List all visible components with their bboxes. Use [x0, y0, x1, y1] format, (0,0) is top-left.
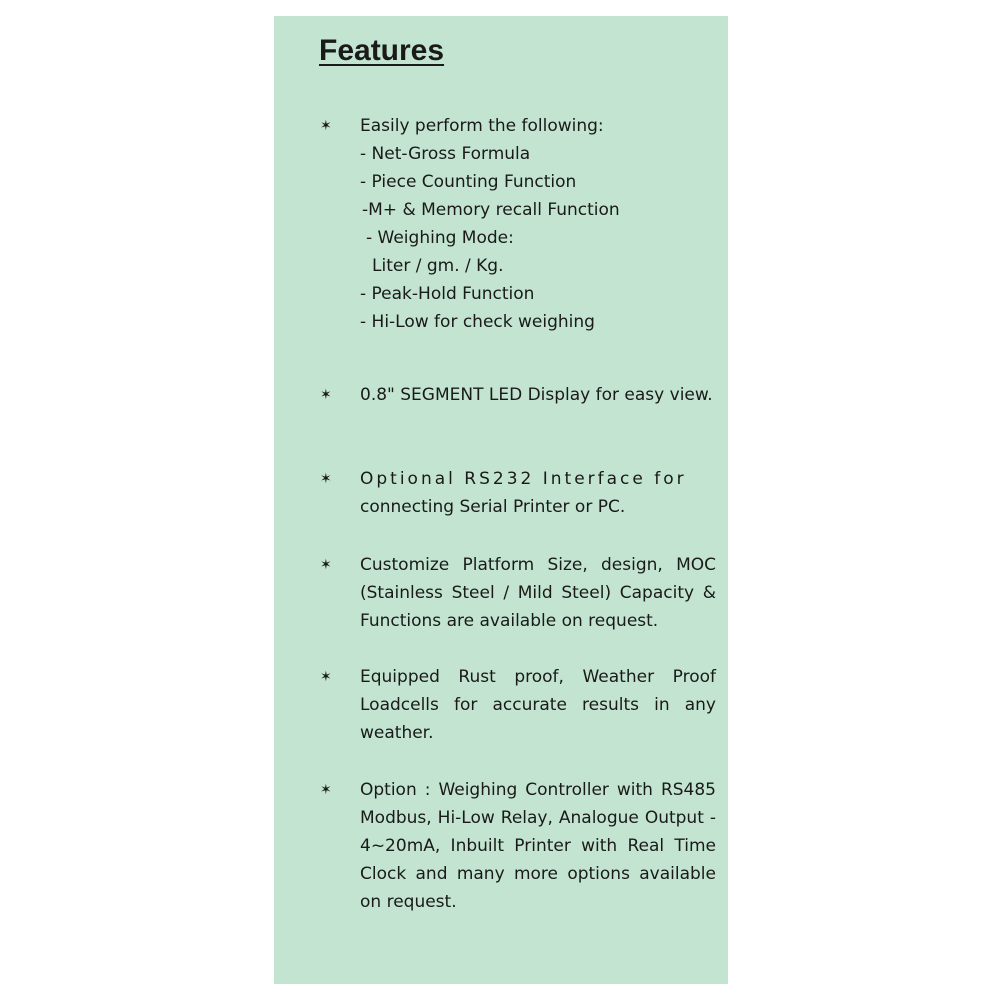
- feature-lead: Easily perform the following:: [360, 116, 604, 136]
- feature-body: [360, 112, 716, 336]
- asterisk-icon: ✶: [320, 557, 332, 573]
- feature-subitem: - Peak-Hold Function: [360, 284, 535, 304]
- feature-item-loadcells: [320, 663, 716, 747]
- feature-subitem: - Net-Gross Formula: [360, 144, 531, 164]
- feature-text-line: Optional RS232 Interface for: [360, 469, 687, 489]
- feature-text: Customize Platform Size, design, MOC (Stainless Steel / Mild Steel) Capacity & Functions are available on request.: [360, 555, 716, 631]
- feature-item-display: [320, 381, 716, 409]
- asterisk-icon: ✶: [320, 387, 332, 403]
- feature-item-options: [320, 776, 716, 916]
- feature-item-customize: [320, 551, 716, 635]
- feature-subitem: Liter / gm. / Kg.: [372, 256, 504, 276]
- feature-text: Equipped Rust proof, Weather Proof Loadcells for accurate results in any weather.: [360, 667, 716, 743]
- feature-text: 0.8" SEGMENT LED Display for easy view.: [360, 385, 713, 405]
- asterisk-icon: ✶: [320, 471, 332, 487]
- feature-body: [360, 465, 716, 521]
- feature-text-line: connecting Serial Printer or PC.: [360, 497, 626, 517]
- feature-subitem: - Weighing Mode:: [366, 228, 514, 248]
- feature-subitem: -M+ & Memory recall Function: [362, 200, 620, 220]
- feature-text: Option : Weighing Controller with RS485 Modbus, Hi-Low Relay, Analogue Output - 4~20mA, Inbuilt Printer with Real Time Clock and many more options available on request.: [360, 780, 716, 912]
- features-panel: [274, 16, 728, 984]
- asterisk-icon: ✶: [320, 669, 332, 685]
- asterisk-icon: ✶: [320, 118, 332, 134]
- feature-subitem: - Hi-Low for check weighing: [360, 312, 595, 332]
- feature-item-functions: [320, 112, 716, 336]
- feature-item-interface: [320, 465, 716, 521]
- features-title: Features: [319, 34, 445, 67]
- feature-subitem: - Piece Counting Function: [360, 172, 577, 192]
- asterisk-icon: ✶: [320, 782, 332, 798]
